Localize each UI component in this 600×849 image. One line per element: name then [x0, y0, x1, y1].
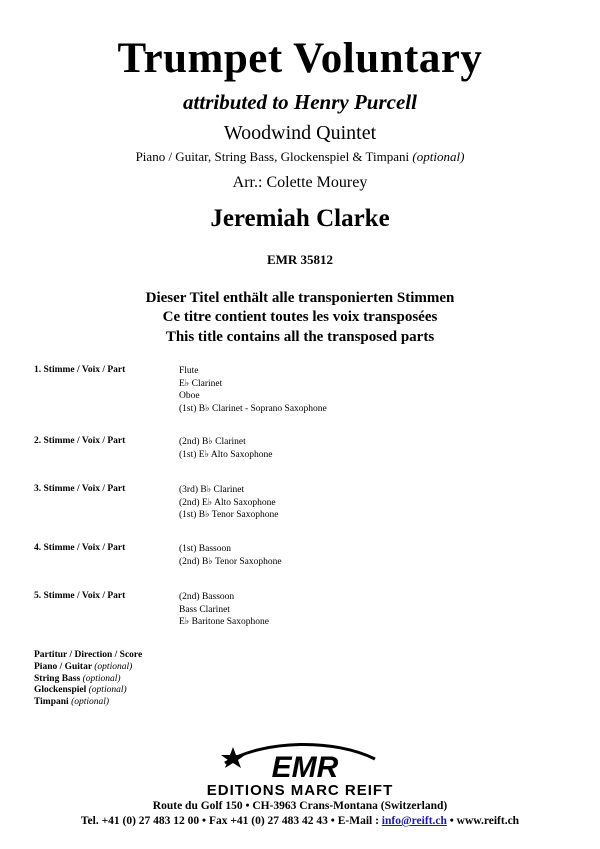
- notice-german: Dieser Titel enthält alle transponierten Stimmen: [145, 290, 455, 306]
- attribution: attributed to Henry Purcell: [183, 90, 417, 114]
- part-instrument: E♭ Clarinet: [179, 378, 223, 389]
- part-4-label: 4. Stimme / Voix / Part: [34, 543, 126, 553]
- email-link[interactable]: info@reift.ch: [381, 815, 447, 827]
- notice-french: Ce titre contient toutes les voix transposées: [162, 309, 438, 325]
- part-instrument: (1st) E♭ Alto Saxophone: [179, 449, 273, 460]
- part-3-label: 3. Stimme / Voix / Part: [34, 484, 126, 494]
- part-instrument: (3rd) B♭ Clarinet: [179, 485, 245, 495]
- part-instrument: Bass Clarinet: [179, 604, 230, 615]
- part-5-instruments: [179, 591, 269, 629]
- catalog-number: EMR 35812: [266, 252, 334, 267]
- part-2-instruments: [179, 436, 272, 461]
- publisher-name: EDITIONS MARC REIFT: [206, 782, 394, 799]
- part-instrument: (2nd) Bassoon: [179, 592, 235, 602]
- part-instrument: (1st) B♭ Tenor Saxophone: [179, 510, 279, 520]
- publisher-address: Route du Golf 150 • CH-3963 Crans-Montana (Switzerland): [152, 800, 448, 812]
- instruments-text: Piano / Guitar, String Bass, Glockenspiel & Timpani: [135, 149, 410, 164]
- emr-logo: [205, 737, 395, 799]
- part-instrument: Oboe: [179, 391, 200, 401]
- arranger: Arr.: Colette Mourey: [232, 174, 368, 191]
- part-4-instruments: [179, 543, 282, 568]
- part-instrument: (2nd) B♭ Clarinet: [179, 437, 246, 447]
- score-extra: String Bass (optional): [34, 673, 121, 684]
- part-5-label: 5. Stimme / Voix / Part: [34, 591, 126, 601]
- ensemble: Woodwind Quintet: [223, 122, 377, 144]
- score-heading: Partitur / Direction / Score: [34, 650, 143, 660]
- part-1-instruments: [179, 365, 327, 415]
- logo-mark: EMR: [271, 751, 339, 784]
- publisher-contact: Tel. +41 (0) 27 483 12 00 • Fax +41 (0) 27 483 42 43 • E-Mail : info@reift.ch • www.reift.ch: [80, 815, 520, 827]
- page-title: Trumpet Voluntary: [117, 35, 483, 82]
- composer: Jeremiah Clarke: [210, 205, 390, 232]
- notice-english: This title contains all the transposed parts: [165, 329, 435, 345]
- score-extra: Timpani (optional): [34, 697, 110, 708]
- score-extra: Piano / Guitar (optional): [34, 661, 133, 672]
- part-instrument: (2nd) E♭ Alto Saxophone: [179, 497, 276, 508]
- part-instrument: (1st) B♭ Clarinet - Soprano Saxophone: [179, 403, 327, 414]
- part-instrument: Flute: [179, 366, 199, 376]
- instruments-line: [0, 149, 600, 165]
- part-instrument: E♭ Baritone Saxophone: [179, 617, 269, 627]
- optional-note: (optional): [412, 149, 465, 164]
- part-2-label: 2. Stimme / Voix / Part: [34, 436, 126, 446]
- part-3-instruments: [179, 484, 278, 522]
- score-list: [34, 650, 142, 709]
- star-icon: [221, 747, 245, 768]
- score-extra: Glockenspiel (optional): [34, 685, 127, 696]
- part-instrument: (1st) Bassoon: [179, 544, 231, 554]
- part-1-label: 1. Stimme / Voix / Part: [34, 365, 126, 375]
- part-instrument: (2nd) B♭ Tenor Saxophone: [179, 556, 282, 567]
